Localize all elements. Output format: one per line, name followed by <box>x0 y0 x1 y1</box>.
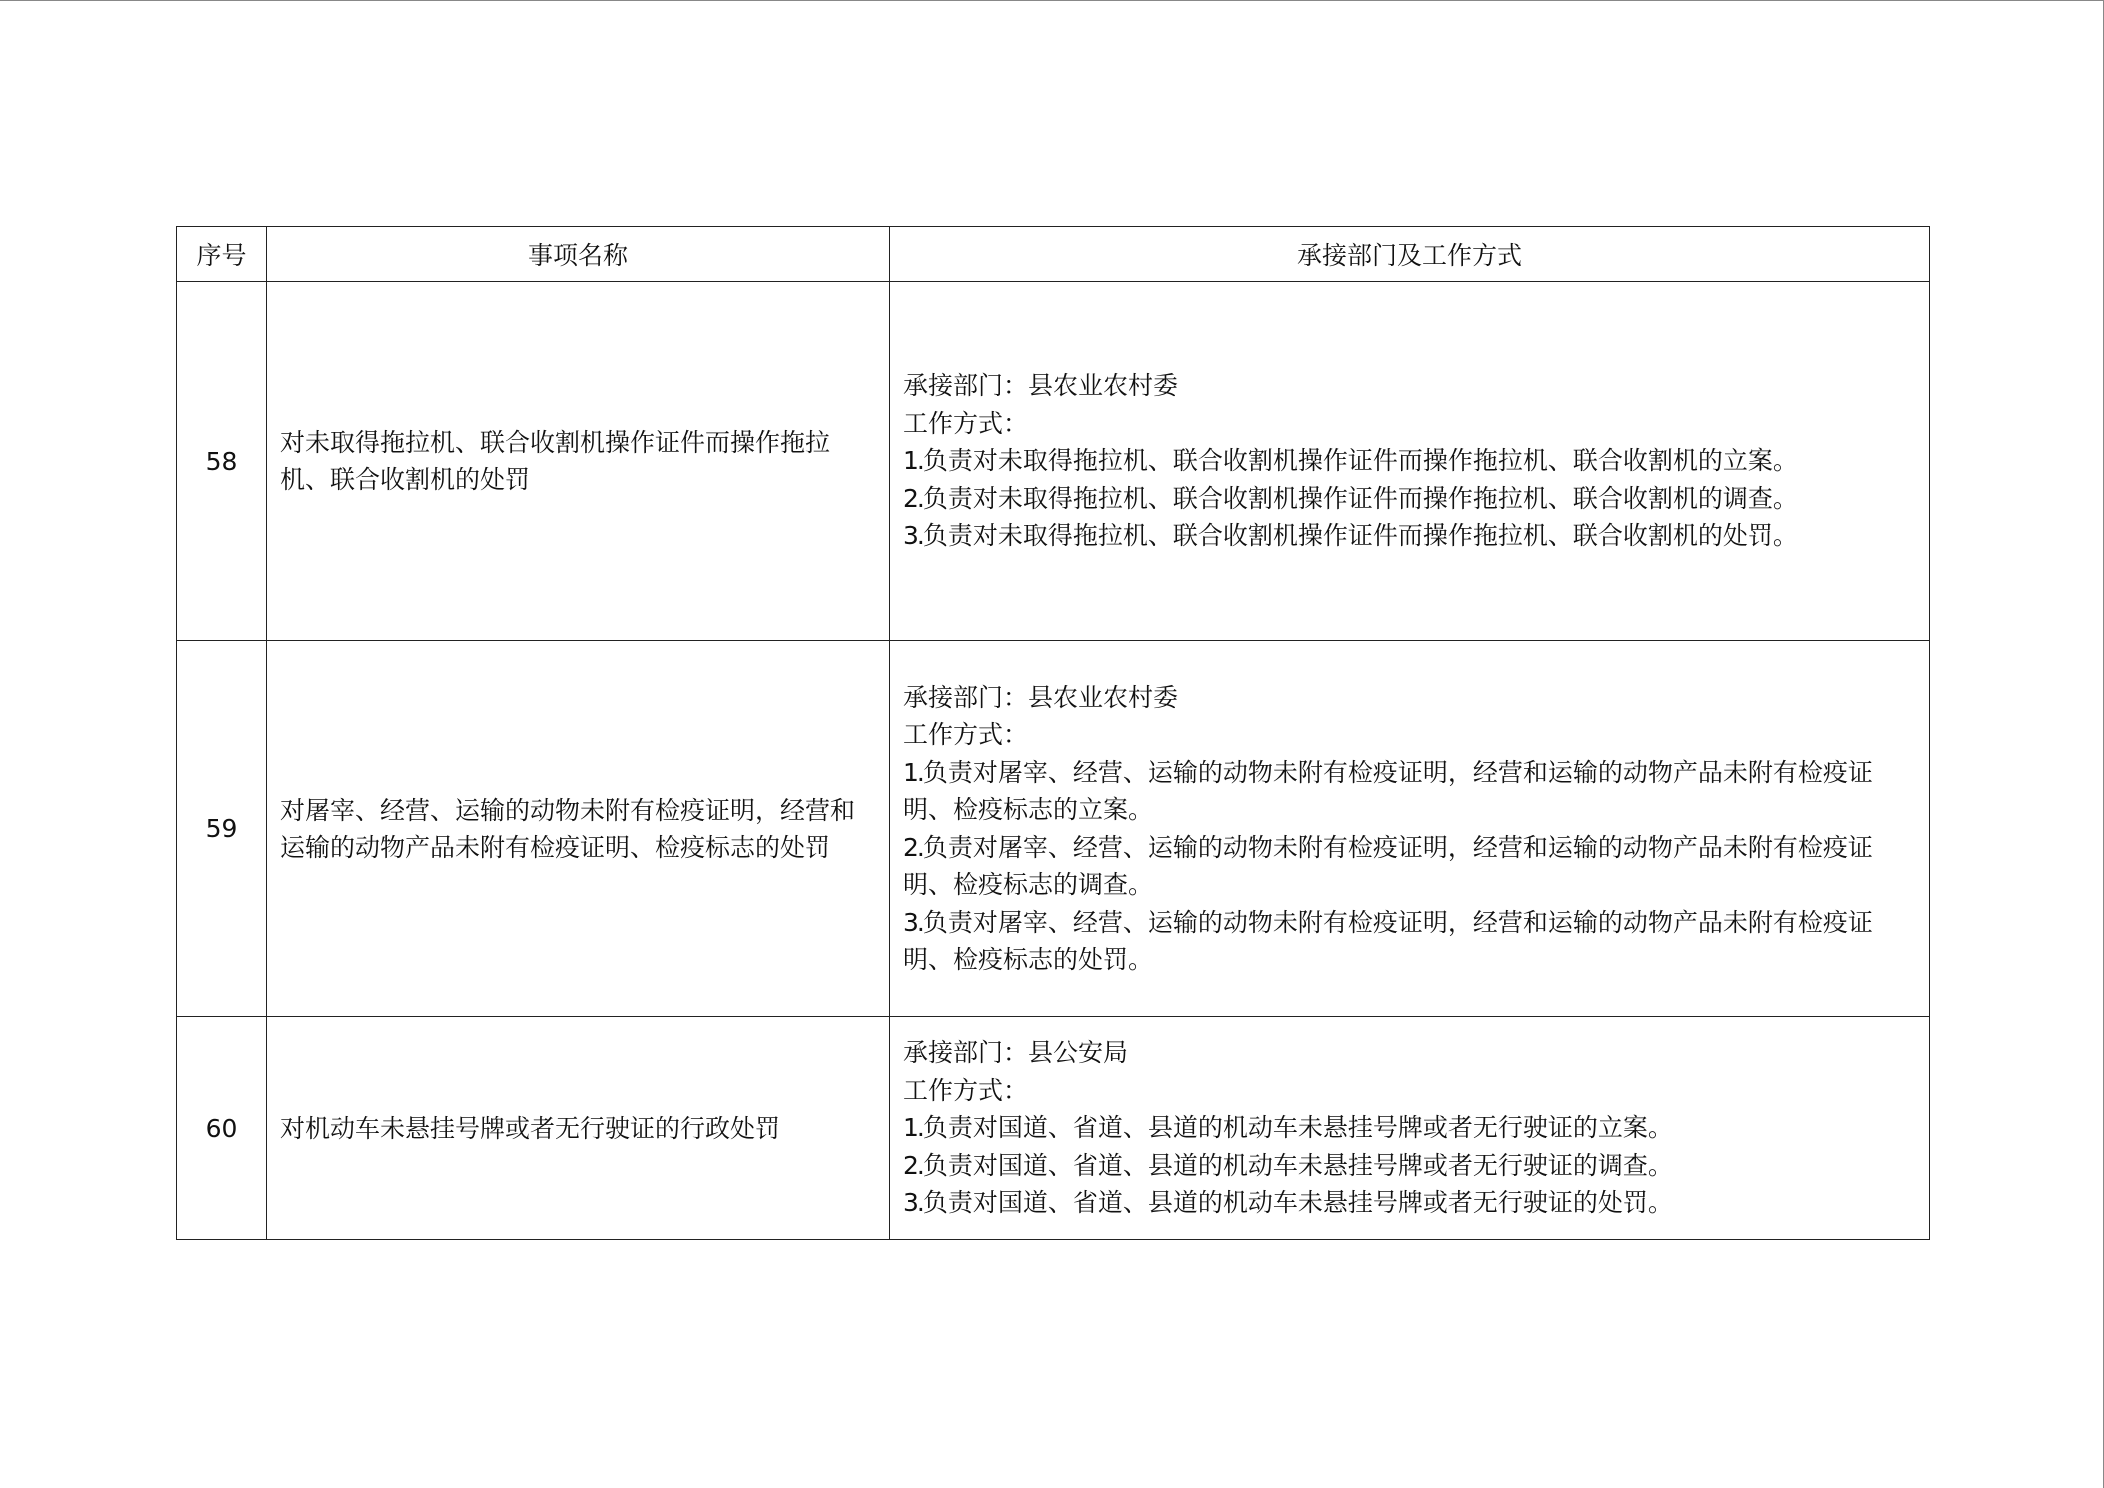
step-text: 负责对国道、省道、县道的机动车未悬挂号牌或者无行驶证的处罚。 <box>922 1188 1673 1218</box>
step-number: 1. <box>903 757 923 787</box>
row-department: 承接部门：县农业农村委 <box>903 682 1179 712</box>
step-number: 2. <box>903 1150 923 1180</box>
step-number: 1. <box>903 1113 923 1143</box>
step-text: 负责对屠宰、经营、运输的动物未附有检疫证明，经营和运输的动物产品未附有检疫证明、检疫标志的调查。 <box>903 832 1873 899</box>
page-top-border <box>0 0 2104 1</box>
step-number: 3. <box>903 1188 923 1218</box>
table-row <box>177 641 1930 1017</box>
items-table <box>176 226 1930 1240</box>
row-seq: 60 <box>177 1017 267 1240</box>
row-seq: 58 <box>177 282 267 641</box>
row-step <box>903 480 1917 518</box>
step-text: 负责对屠宰、经营、运输的动物未附有检疫证明，经营和运输的动物产品未附有检疫证明、检疫标志的处罚。 <box>903 907 1873 974</box>
row-department: 承接部门：县农业农村委 <box>903 371 1179 401</box>
row-item-name: 对未取得拖拉机、联合收割机操作证件而操作拖拉机、联合收割机的处罚 <box>267 282 890 641</box>
row-step <box>903 1184 1917 1222</box>
row-method-cell <box>890 282 1930 641</box>
row-step <box>903 1147 1917 1185</box>
step-text: 负责对屠宰、经营、运输的动物未附有检疫证明，经营和运输的动物产品未附有检疫证明、检疫标志的立案。 <box>903 757 1873 824</box>
row-method-cell <box>890 641 1930 1017</box>
row-step <box>903 754 1917 829</box>
header-method: 承接部门及工作方式 <box>890 227 1930 282</box>
row-method-label: 工作方式： <box>903 1075 1029 1105</box>
row-step <box>903 904 1917 979</box>
table-row <box>177 1017 1930 1240</box>
table-row <box>177 282 1930 641</box>
row-method-cell <box>890 1017 1930 1240</box>
step-text: 负责对未取得拖拉机、联合收割机操作证件而操作拖拉机、联合收割机的处罚。 <box>922 521 1798 551</box>
step-number: 2. <box>903 483 923 513</box>
step-number: 3. <box>903 907 923 937</box>
row-step <box>903 442 1917 480</box>
row-step <box>903 829 1917 904</box>
step-number: 3. <box>903 521 923 551</box>
row-method-label: 工作方式： <box>903 408 1029 438</box>
step-text: 负责对国道、省道、县道的机动车未悬挂号牌或者无行驶证的立案。 <box>922 1113 1673 1143</box>
step-text: 负责对国道、省道、县道的机动车未悬挂号牌或者无行驶证的调查。 <box>922 1150 1673 1180</box>
step-number: 1. <box>903 446 923 476</box>
header-seq: 序号 <box>177 227 267 282</box>
step-text: 负责对未取得拖拉机、联合收割机操作证件而操作拖拉机、联合收割机的调查。 <box>922 483 1798 513</box>
row-item-name: 对屠宰、经营、运输的动物未附有检疫证明，经营和运输的动物产品未附有检疫证明、检疫标志的处罚 <box>267 641 890 1017</box>
header-name: 事项名称 <box>267 227 890 282</box>
row-step <box>903 1109 1917 1147</box>
row-item-name: 对机动车未悬挂号牌或者无行驶证的行政处罚 <box>267 1017 890 1240</box>
row-step <box>903 517 1917 555</box>
header-row <box>177 227 1930 282</box>
step-number: 2. <box>903 832 923 862</box>
row-department: 承接部门：县公安局 <box>903 1038 1129 1068</box>
row-method-label: 工作方式： <box>903 720 1029 749</box>
row-seq: 59 <box>177 641 267 1017</box>
step-text: 负责对未取得拖拉机、联合收割机操作证件而操作拖拉机、联合收割机的立案。 <box>922 446 1798 476</box>
